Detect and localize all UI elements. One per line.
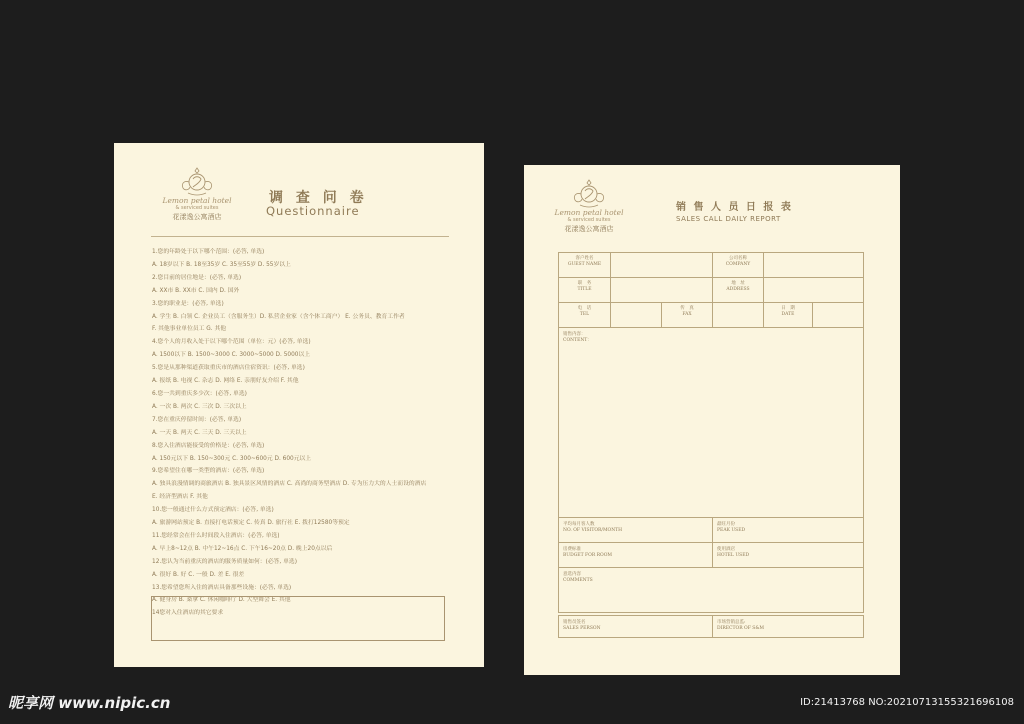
question-line: 12.您认为当前重庆的酒店的服务质量如何：(必答, 单选): [152, 558, 297, 565]
logo-sub-line: & serviced suites: [175, 205, 219, 211]
question-line: 10.您一般通过什么方式预定酒店：(必答, 单选): [152, 507, 274, 514]
fax-label: 传 真 FAX: [662, 303, 713, 328]
logo-script-line: Lemon petal hotel: [162, 196, 232, 205]
date-label: 日 期 DATE: [764, 303, 813, 328]
questionnaire-sheet: [114, 143, 484, 667]
question-line: 14您对入住酒店的其它要求: [152, 610, 224, 617]
peak-field[interactable]: 最旺月份 PEAK USED: [713, 518, 864, 543]
question-line: 5.您是从那种渠道获取重庆市的酒店住宿资讯：(必答, 单选): [152, 365, 305, 372]
question-line: 11.您经常会在什么时间段入住酒店：(必答, 单选): [152, 532, 280, 539]
question-line: A. XX市 B. XX市 C. 国内 D. 国外: [152, 287, 240, 294]
guest-name-label: 客户姓名 GUEST NAME: [559, 253, 611, 278]
question-line: A. 独具浪漫情调的商旅酒店 B. 独具景区风情的酒店 C. 高尚的商务型酒店 D. 专为压力大的人士而设的酒店: [152, 481, 427, 488]
question-line: A. 旅游网站预定 B. 直接打电话预定 C. 传真 D. 旅行社 E. 拨打12580等预定: [152, 520, 350, 527]
question-list: [152, 246, 452, 620]
logo-script-line: Lemon petal hotel: [554, 208, 624, 217]
question-line: 7.您在重庆停留时间：(必答, 单选): [152, 416, 242, 423]
tel-label: 电 话 TEL: [559, 303, 611, 328]
question-line: A. 学生 B. 白领 C. 企业员工（含服务生）D. 私营企业家（含个体工商户） E. 公务员、教育工作者: [152, 313, 405, 320]
question-line: 6.您一共到重庆多少次：(必答, 单选): [152, 390, 247, 397]
questionnaire-title-cn: 调 查 问 卷: [269, 190, 368, 206]
question-line: A. 150元以下 B. 150~300元 C. 300~600元 D. 600元以上: [152, 455, 312, 462]
report-title-en: SALES CALL DAILY REPORT: [676, 215, 781, 223]
question-line: A. 早上8~12点 B. 中午12~16点 C. 下午16~20点 D. 晚上20点以后: [152, 545, 333, 552]
comments-field[interactable]: 意选内容 COMMENTS: [559, 568, 864, 613]
hotel-logo: [554, 177, 624, 234]
hotel-logo: [162, 165, 232, 222]
logo-hotel-name: 花漾逸公寓酒店: [172, 213, 222, 221]
visitors-field[interactable]: 平均每月客人数 NO. OF VISITOR/MONTH: [559, 518, 713, 543]
director-signature[interactable]: 市场营销总监: DIRECTOR OF S&M: [713, 616, 864, 638]
question-line: 2.您目前的居住地是：(必答, 单选): [152, 274, 242, 281]
question-line: A. 健身房 B. 桑拿 C. 休闲咖啡厅 D. 大型舞会 E. 其他: [152, 597, 291, 604]
question-line: A. 报纸 B. 电视 C. 杂志 D. 网络 E. 亲朋好友介绍 F. 其他: [152, 378, 299, 385]
title-field[interactable]: [611, 278, 713, 303]
question-line: 13.您希望您所入住的酒店具备那些设施：(必答, 单选): [152, 584, 292, 591]
address-label: 地 址 ADDRESS: [713, 278, 764, 303]
header-divider: [151, 236, 449, 237]
question-line: 1.您的年龄处于以下哪个范围：(必答, 单选): [152, 249, 265, 255]
questionnaire-title-en: Questionnaire: [266, 204, 360, 218]
address-field[interactable]: [764, 278, 864, 303]
question-line: A. 1500以下 B. 1500~3000 C. 3000~5000 D. 5000以上: [152, 352, 311, 359]
logo-hotel-name: 花漾逸公寓酒店: [564, 225, 614, 233]
question-line: 4.您个人的月收入处于以下哪个范围（单位：元）(必答, 单选): [152, 339, 311, 346]
report-info-table: [558, 252, 864, 613]
question-line: A. 一天 B. 两天 C. 三天 D. 三天以上: [152, 429, 247, 436]
date-field[interactable]: [813, 303, 864, 328]
question-line: 3.您的职业是：(必答, 单选): [152, 300, 224, 307]
title-label: 职 务 TITLE: [559, 278, 611, 303]
question-line: A. 很好 B. 好 C. 一般 D. 差 E. 很差: [152, 571, 245, 578]
content-field[interactable]: 销售内容： CONTENT：: [559, 328, 864, 518]
question-line: 9.您希望住在哪一类型的酒店：(必答, 单选): [152, 468, 265, 475]
question-line: 8.您入住酒店能接受的价格是：(必答, 单选): [152, 442, 265, 449]
fax-field[interactable]: [713, 303, 764, 328]
question-line: A. 18岁以下 B. 18至35岁 C. 35至55岁 D. 55岁以上: [152, 261, 291, 268]
company-label: 公司名称 COMPANY: [713, 253, 764, 278]
hotel-used-field[interactable]: 使用酒店 HOTEL USED: [713, 543, 864, 568]
crest-icon: [570, 177, 608, 209]
site-watermark: 昵享网 www.nipic.cn: [8, 694, 171, 712]
company-field[interactable]: [764, 253, 864, 278]
crest-icon: [178, 165, 216, 197]
signature-table: [558, 615, 864, 638]
guest-name-field[interactable]: [611, 253, 713, 278]
daily-report-sheet: [524, 165, 900, 675]
question-line: E. 经济型酒店 F. 其他: [152, 494, 208, 501]
tel-field[interactable]: [611, 303, 662, 328]
other-requirements-box[interactable]: [151, 596, 445, 641]
sales-person-signature[interactable]: 销售员签名 SALES PERSON: [559, 616, 713, 638]
budget-field[interactable]: 房费标准 BUDGET FOR ROOM: [559, 543, 713, 568]
question-line: A. 一次 B. 两次 C. 三次 D. 三次以上: [152, 403, 247, 410]
image-id-line: ID:21413768 NO:20210713155321696108: [800, 697, 1014, 708]
logo-sub-line: & serviced suites: [567, 217, 611, 223]
question-line: F. 其他事业单位员工 G. 其他: [152, 326, 227, 333]
report-title-cn: 销 售 人 员 日 报 表: [676, 202, 793, 213]
